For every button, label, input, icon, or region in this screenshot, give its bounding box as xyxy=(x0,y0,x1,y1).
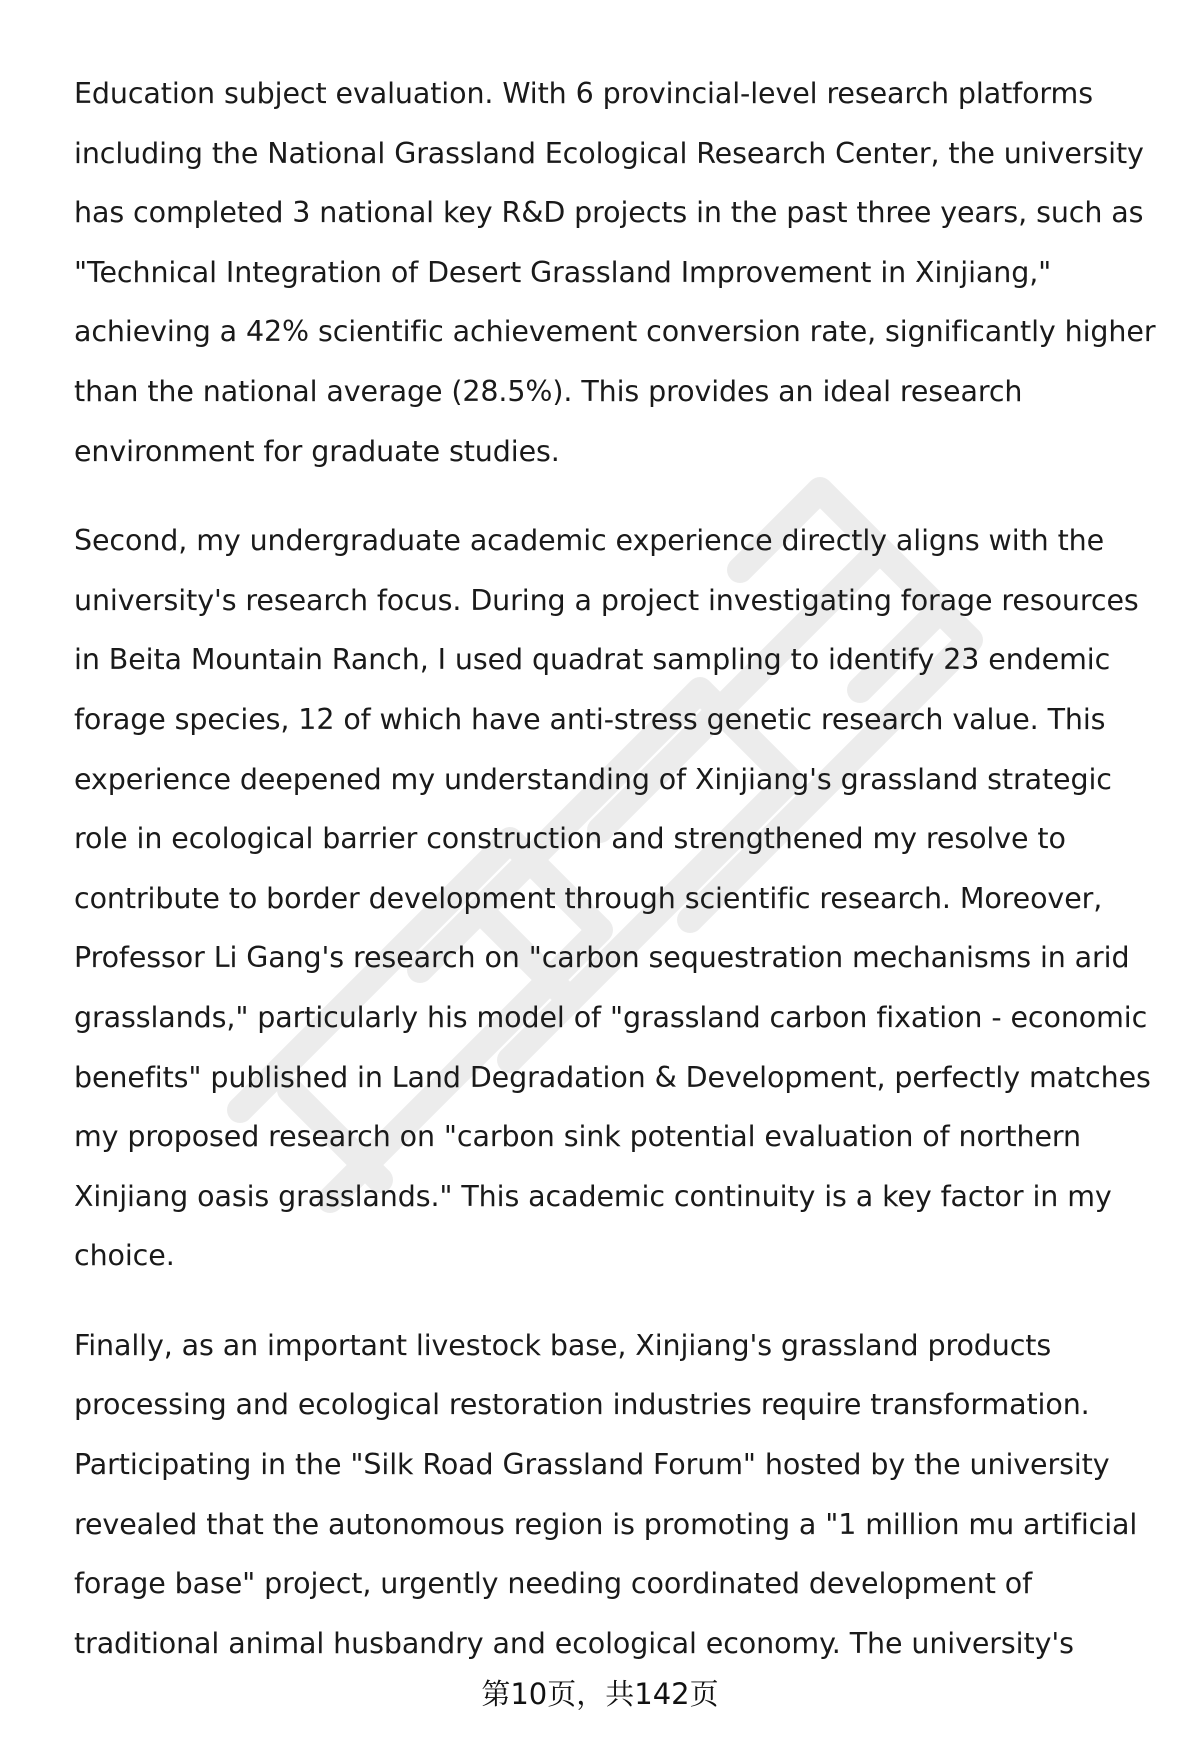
document-body xyxy=(74,64,1154,1703)
text-line: environment for graduate studies. xyxy=(74,434,560,468)
text-line: including the National Grassland Ecological Research Center, the university xyxy=(74,136,1144,170)
text-line: Xinjiang oasis grasslands." This academic continuity is a key factor in my xyxy=(74,1179,1112,1213)
text-line: in Beita Mountain Ranch, I used quadrat sampling to identify 23 endemic xyxy=(74,643,1111,677)
text-line: processing and ecological restoration industries require transformation. xyxy=(74,1388,1090,1422)
text-line: experience deepened my understanding of Xinjiang's grassland strategic xyxy=(74,762,1112,796)
text-line: university's research focus. During a project investigating forage resources xyxy=(74,583,1139,617)
paragraph-3 xyxy=(74,1316,1154,1674)
text-line: Second, my undergraduate academic experience directly aligns with the xyxy=(74,524,1105,558)
text-line: "Technical Integration of Desert Grassland Improvement in Xinjiang," xyxy=(74,255,1052,289)
text-line: Finally, as an important livestock base, Xinjiang's grassland products xyxy=(74,1328,1052,1362)
text-line: Education subject evaluation. With 6 provincial-level research platforms xyxy=(74,77,1093,110)
text-line: than the national average (28.5%). This provides an ideal research xyxy=(74,374,1023,408)
text-line: Professor Li Gang's research on "carbon sequestration mechanisms in arid xyxy=(74,941,1130,975)
paragraph-1 xyxy=(74,64,1154,481)
text-line: grasslands," particularly his model of "grassland carbon fixation - economic xyxy=(74,1000,1148,1034)
text-line: my proposed research on "carbon sink potential evaluation of northern xyxy=(74,1120,1081,1154)
text-line: achieving a 42% scientific achievement conversion rate, significantly higher xyxy=(74,315,1156,349)
text-line: forage base" project, urgently needing coordinated development of xyxy=(74,1567,1033,1601)
text-line: contribute to border development through scientific research. Moreover, xyxy=(74,881,1103,915)
text-line: role in ecological barrier construction and strengthened my resolve to xyxy=(74,822,1066,856)
paragraph-2 xyxy=(74,511,1154,1286)
text-line: Participating in the "Silk Road Grassland Forum" hosted by the university xyxy=(74,1448,1110,1482)
page-number-footer: 第10页，共142页 xyxy=(481,1677,719,1711)
text-line: traditional animal husbandry and ecological economy. The university's xyxy=(74,1626,1074,1660)
text-line: has completed 3 national key R&D projects in the past three years, such as xyxy=(74,196,1144,230)
text-line: benefits" published in Land Degradation & Development, perfectly matches xyxy=(74,1060,1151,1094)
text-line: forage species, 12 of which have anti-stress genetic research value. This xyxy=(74,702,1106,736)
text-line: choice. xyxy=(74,1239,175,1273)
text-line: revealed that the autonomous region is promoting a "1 million mu artificial xyxy=(74,1507,1138,1541)
